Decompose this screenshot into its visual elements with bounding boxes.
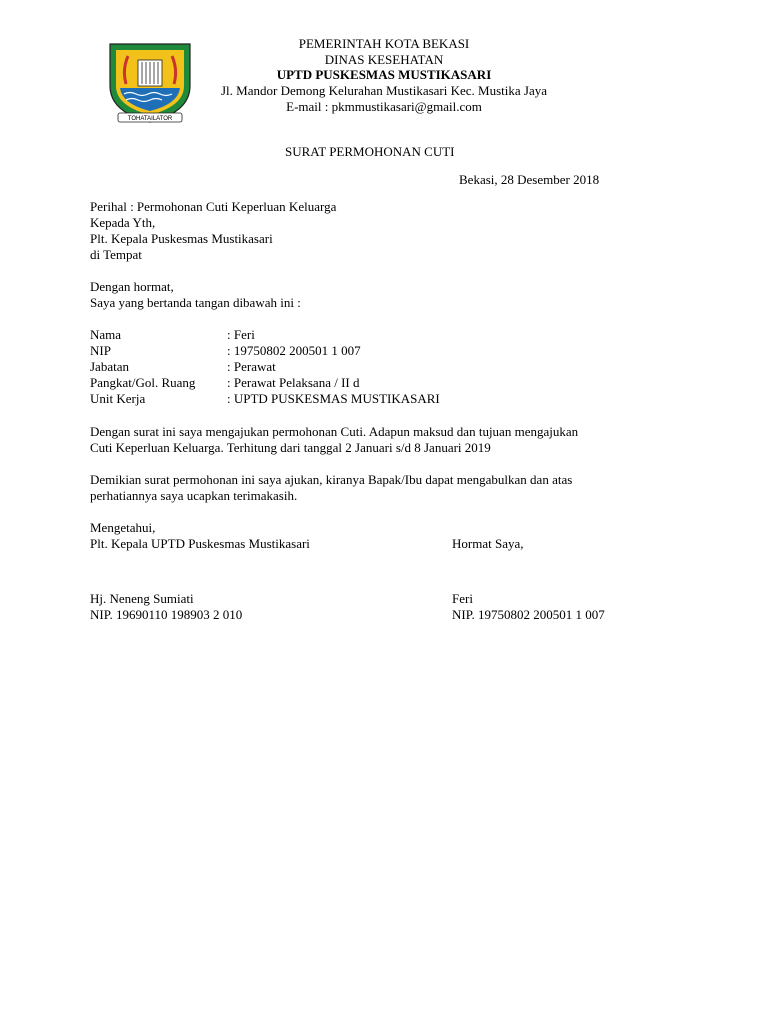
signature-left-title: Plt. Kepala UPTD Puskesmas Mustikasari [90,536,310,551]
identity-label: NIP [90,343,111,358]
body-paragraph-2-cont: perhatiannya saya ucapkan terimakasih. [90,488,298,503]
signature-left-name: Hj. Neneng Sumiati [90,591,194,606]
signature-left-nip: NIP. 19690110 198903 2 010 [90,607,243,622]
greeting: Dengan hormat, [90,279,174,294]
recipient-salutation: Kepada Yth, [90,215,156,230]
identity-value: : Feri [227,327,255,342]
identity-label: Nama [90,327,122,342]
identity-label: Pangkat/Gol. Ruang [90,375,196,390]
identity-value: : 19750802 200501 1 007 [227,343,361,358]
signature-right-title: Hormat Saya, [452,536,524,551]
identity-value: : Perawat Pelaksana / II d [227,375,360,390]
intro-text: Saya yang bertanda tangan dibawah ini : [90,295,301,310]
body-paragraph-1-cont: Cuti Keperluan Keluarga. Terhitung dari tanggal 2 Januari s/d 8 Januari 2019 [90,440,491,455]
body-paragraph-2: Demikian surat permohonan ini saya ajukan, kiranya Bapak/Ibu dapat mengabulkan dan atas [90,472,573,487]
header-government: PEMERINTAH KOTA BEKASI [298,36,470,51]
subject-line: Perihal : Permohonan Cuti Keperluan Keluarga [90,199,337,214]
identity-value: : UPTD PUSKESMAS MUSTIKASARI [227,391,440,406]
letter-title: SURAT PERMOHONAN CUTI [285,144,455,159]
identity-label: Jabatan [90,359,129,374]
header-address: Jl. Mandor Demong Kelurahan Mustikasari Kec. Mustika Jaya [220,83,547,98]
header-institution: UPTD PUSKESMAS MUSTIKASARI [276,67,492,82]
signature-right-nip: NIP. 19750802 200501 1 007 [452,607,605,622]
identity-value: : Perawat [227,359,276,374]
emblem-motto: TOHATAILATOR [127,116,173,122]
header-department: DINAS KESEHATAN [324,52,444,67]
identity-label: Unit Kerja [90,391,146,406]
signature-right-name: Feri [452,591,473,606]
recipient-position: Plt. Kepala Puskesmas Mustikasari [90,231,273,246]
recipient-place: di Tempat [90,247,142,262]
signature-left-heading: Mengetahui, [90,520,156,535]
body-paragraph-1: Dengan surat ini saya mengajukan permohonan Cuti. Adapun maksud dan tujuan mengajukan [90,424,579,439]
letter-date: Bekasi, 28 Desember 2018 [459,172,600,187]
header-email: E-mail : pkmmustikasari@gmail.com [286,99,482,114]
